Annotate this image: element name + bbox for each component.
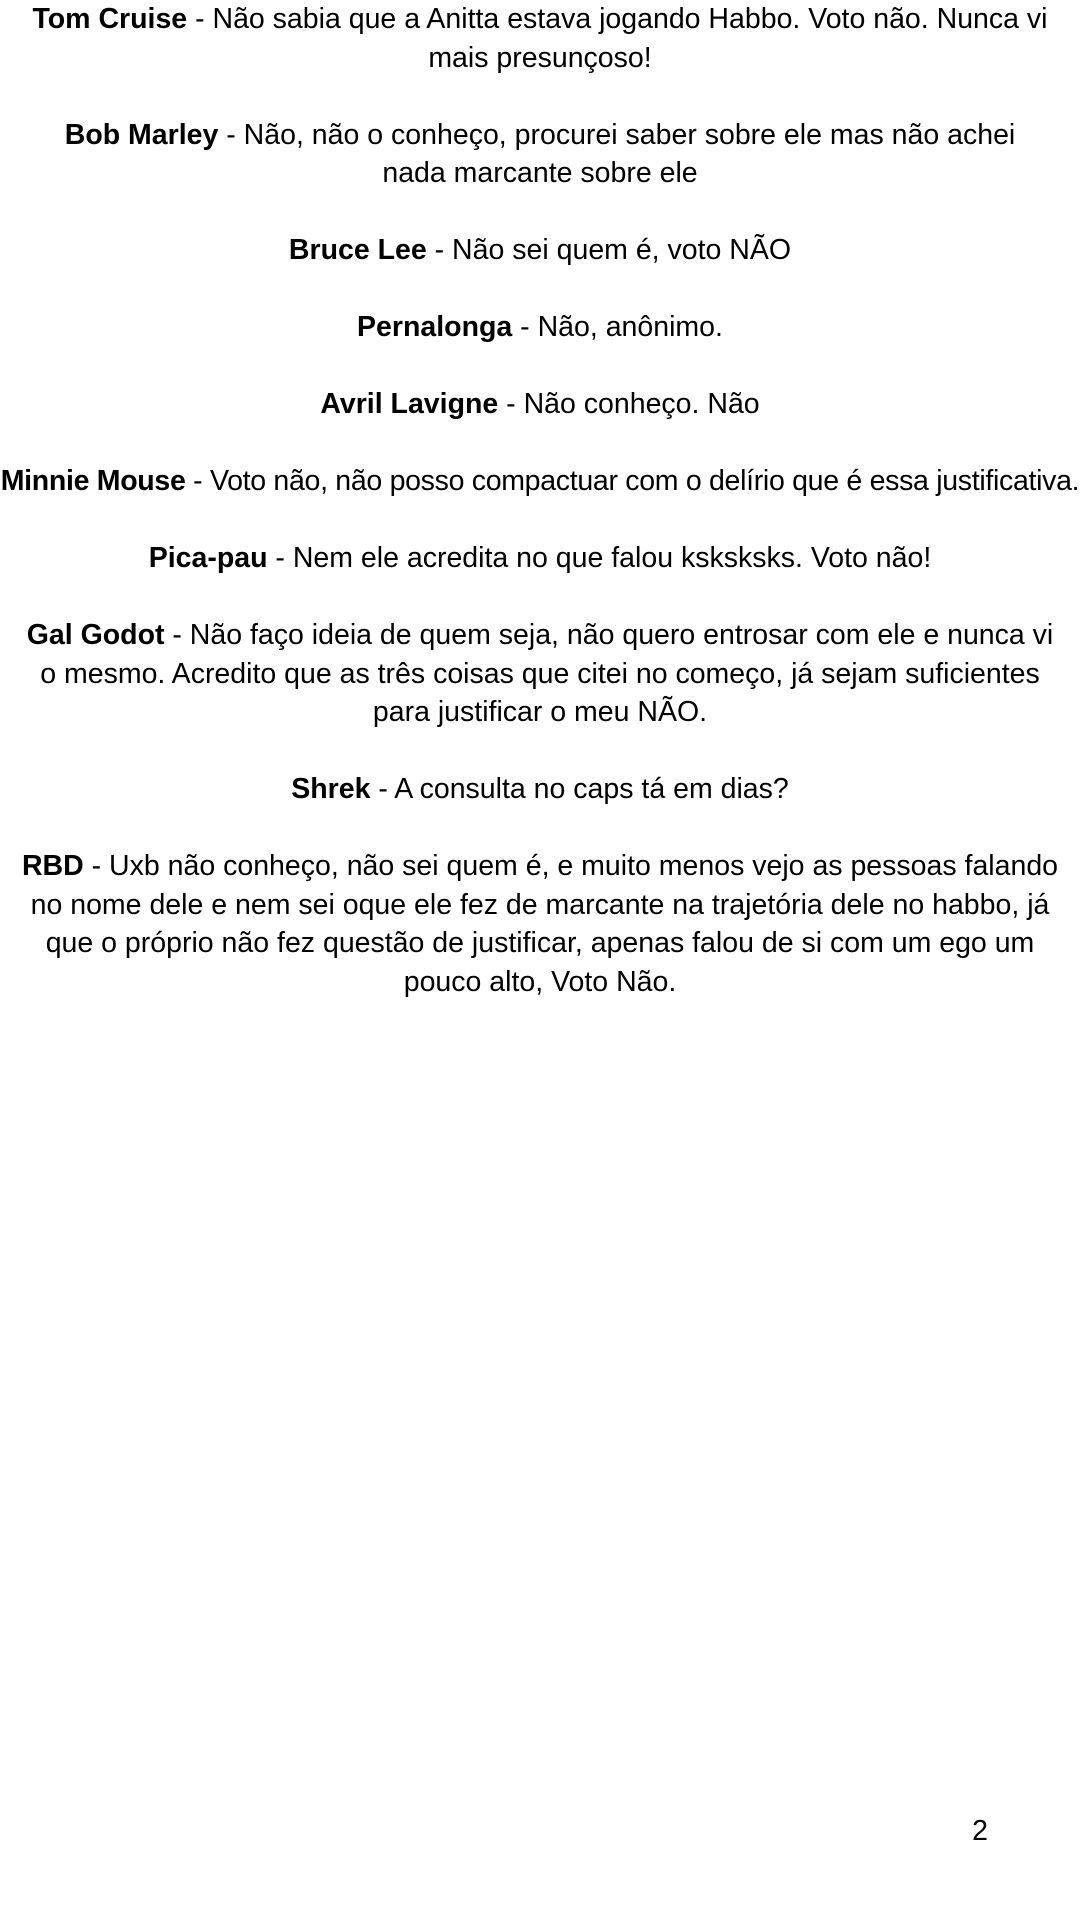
entry-text: - Não sei quem é, voto NÃO bbox=[426, 234, 792, 266]
page-number: 2 bbox=[972, 1815, 988, 1847]
entry-text: - Não sabia que a Anitta estava jogando Habbo. Voto não. Nunca vi mais presunçoso! bbox=[187, 3, 1048, 74]
vote-entry bbox=[0, 385, 1080, 424]
entry-text: - Não conheço. Não bbox=[498, 388, 760, 420]
entry-text: - Voto não, não posso compactuar com o delírio que é essa justificativa. bbox=[185, 465, 1080, 497]
entry-name: Pica-pau bbox=[148, 542, 268, 574]
vote-entry bbox=[0, 308, 1080, 347]
entry-name: Avril Lavigne bbox=[320, 388, 499, 420]
entry-name: Tom Cruise bbox=[32, 3, 188, 35]
vote-entry bbox=[0, 116, 1080, 193]
entry-name: RBD bbox=[21, 850, 84, 882]
vote-entry bbox=[0, 847, 1080, 1001]
entry-name: Bob Marley bbox=[64, 118, 219, 151]
vote-entry bbox=[0, 616, 1080, 732]
entry-name: Shrek bbox=[291, 773, 371, 805]
entry-text: - Não faço ideia de quem seja, não quero entrosar com ele e nunca vi o mesmo. Acredito que as três coisas que citei no começo, já sejam suficientes para justificar o meu NÃO. bbox=[40, 619, 1054, 728]
vote-entry bbox=[0, 462, 1080, 501]
entry-text: - Não, anônimo. bbox=[512, 311, 723, 343]
entry-name: Pernalonga bbox=[357, 311, 513, 343]
entry-text: - Não, não o conheço, procurei saber sobre ele mas não achei nada marcante sobre ele bbox=[218, 118, 1016, 189]
vote-entry bbox=[0, 231, 1080, 270]
entry-text: - A consulta no caps tá em dias? bbox=[370, 773, 789, 805]
entry-text: - Nem ele acredita no que falou ksksksks. Voto não! bbox=[267, 542, 932, 574]
entry-name: Bruce Lee bbox=[288, 234, 427, 266]
entry-text: - Uxb não conheço, não sei quem é, e muito menos vejo as pessoas falando no nome dele e nem sei oque ele fez de marcante na trajetória dele no habbo, já que o próprio não fez questão de justificar, apenas falou de si com um ego um pouco alto, Voto Não. bbox=[30, 850, 1059, 998]
vote-entry bbox=[0, 0, 1080, 77]
entry-name: Gal Godot bbox=[26, 619, 165, 651]
entry-name: Minnie Mouse bbox=[0, 465, 186, 497]
vote-entry bbox=[0, 770, 1080, 809]
vote-entry bbox=[0, 539, 1080, 578]
